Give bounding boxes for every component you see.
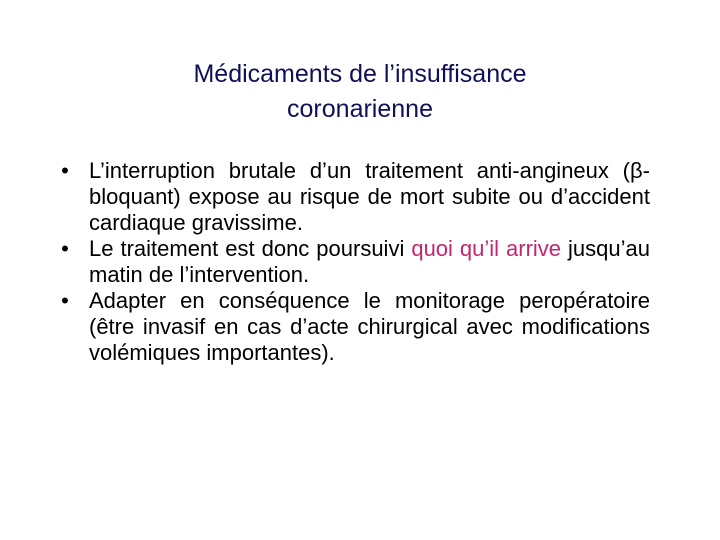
bullet-text: Adapter en conséquence le monitorage peropératoire (être invasif en cas d’acte chirurgical avec modifications volémiques importantes). <box>89 288 650 365</box>
bullet-text: L’interruption brutale d’un traitement anti-angineux (β-bloquant) expose au risque de mort subite ou d’accident cardiaque gravissime. <box>89 158 650 235</box>
slide-title <box>60 57 660 127</box>
bullet-text-before: Le traitement est donc poursuivi <box>89 236 412 261</box>
bullet-icon: • <box>61 236 69 261</box>
slide-title-line-1: Médicaments de l’insuffisance <box>193 60 527 88</box>
bullet-highlight-text: quoi qu’il arrive <box>411 236 562 261</box>
bullet-icon: • <box>61 288 69 313</box>
bullet-item-interruption <box>58 158 650 236</box>
bullet-icon: • <box>61 158 69 183</box>
bullet-list <box>58 158 650 366</box>
bullet-item-traitement-poursuivi <box>58 236 650 288</box>
bullet-text-after: jusqu’au matin de l’intervention. <box>89 236 650 287</box>
slide-title-line-2: coronarienne <box>287 95 433 123</box>
bullet-item-monitorage <box>58 288 650 366</box>
